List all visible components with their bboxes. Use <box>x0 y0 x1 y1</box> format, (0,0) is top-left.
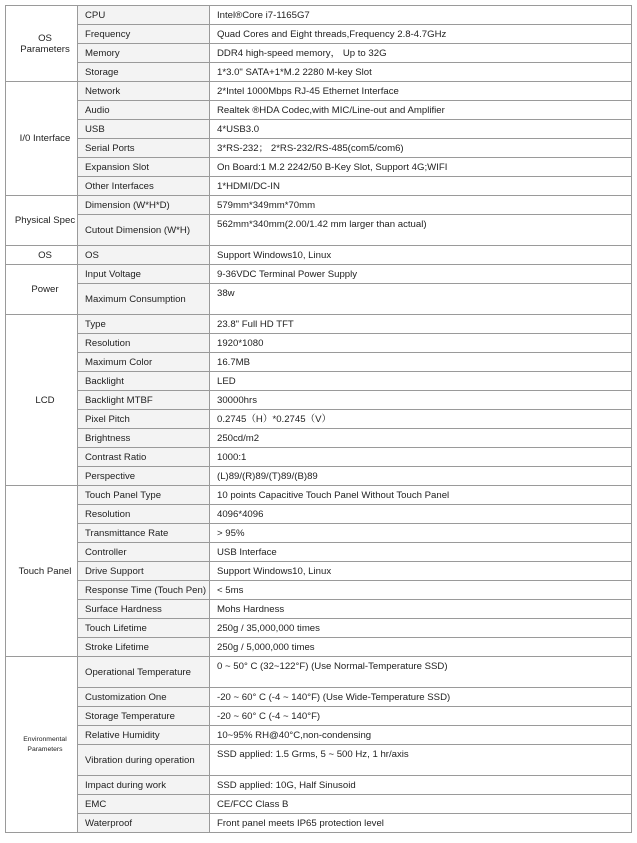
spec-value: 250g / 35,000,000 times <box>210 619 632 638</box>
spec-value: Support Windows10, Linux <box>210 562 632 581</box>
table-row <box>6 562 632 581</box>
spec-key: Contrast Ratio <box>78 448 210 467</box>
spec-key: Transmittance Rate <box>78 524 210 543</box>
spec-key: Brightness <box>78 429 210 448</box>
category-power: Power <box>6 265 78 315</box>
table-row <box>6 707 632 726</box>
category-lcd: LCD <box>6 315 78 486</box>
spec-value: 4*USB3.0 <box>210 120 632 139</box>
spec-value: 4096*4096 <box>210 505 632 524</box>
spec-key: Maximum Consumption <box>78 284 210 315</box>
table-row <box>6 158 632 177</box>
spec-key: OS <box>78 246 210 265</box>
spec-key: Surface Hardness <box>78 600 210 619</box>
table-row <box>6 215 632 246</box>
spec-key: Serial Ports <box>78 139 210 158</box>
spec-key: Expansion Slot <box>78 158 210 177</box>
table-row <box>6 657 632 688</box>
spec-value: Quad Cores and Eight threads,Frequency 2.8-4.7GHz <box>210 25 632 44</box>
spec-value: On Board:1 M.2 2242/50 B-Key Slot, Support 4G;WIFI <box>210 158 632 177</box>
category-physical-spec: Physical Spec <box>6 196 78 246</box>
spec-key: Vibration during operation <box>78 745 210 776</box>
spec-key: Audio <box>78 101 210 120</box>
spec-value: USB Interface <box>210 543 632 562</box>
spec-key: Network <box>78 82 210 101</box>
spec-value: Mohs Hardness <box>210 600 632 619</box>
spec-key: Impact during work <box>78 776 210 795</box>
table-row <box>6 177 632 196</box>
spec-value: SSD applied: 1.5 Grms, 5 ~ 500 Hz, 1 hr/axis <box>210 745 632 776</box>
table-row <box>6 467 632 486</box>
table-row <box>6 82 632 101</box>
table-row <box>6 315 632 334</box>
spec-value: Realtek ®HDA Codec,with MIC/Line-out and Amplifier <box>210 101 632 120</box>
spec-key: Operational Temperature <box>78 657 210 688</box>
spec-value: < 5ms <box>210 581 632 600</box>
table-row <box>6 334 632 353</box>
spec-value: 38w <box>210 284 632 315</box>
table-row <box>6 726 632 745</box>
spec-key: Resolution <box>78 505 210 524</box>
table-row <box>6 543 632 562</box>
spec-value: 0 ~ 50° C (32~122°F) (Use Normal-Temperature SSD) <box>210 657 632 688</box>
spec-value: CE/FCC Class B <box>210 795 632 814</box>
spec-key: Frequency <box>78 25 210 44</box>
table-row <box>6 265 632 284</box>
table-row <box>6 120 632 139</box>
spec-key: Drive Support <box>78 562 210 581</box>
spec-key: Waterproof <box>78 814 210 833</box>
spec-key: Cutout Dimension (W*H) <box>78 215 210 246</box>
table-row <box>6 814 632 833</box>
spec-value: 1*3.0" SATA+1*M.2 2280 M-key Slot <box>210 63 632 82</box>
category-os-parameters: OS Parameters <box>6 6 78 82</box>
spec-value: 9-36VDC Terminal Power Supply <box>210 265 632 284</box>
spec-value: -20 ~ 60° C (-4 ~ 140°F) <box>210 707 632 726</box>
spec-value: 579mm*349mm*70mm <box>210 196 632 215</box>
table-row <box>6 745 632 776</box>
table-row <box>6 6 632 25</box>
table-row <box>6 353 632 372</box>
spec-sheet <box>5 5 632 833</box>
spec-key: Customization One <box>78 688 210 707</box>
spec-key: Stroke Lifetime <box>78 638 210 657</box>
table-row <box>6 638 632 657</box>
spec-value: 10 points Capacitive Touch Panel Without Touch Panel <box>210 486 632 505</box>
spec-key: Storage <box>78 63 210 82</box>
spec-key: Input Voltage <box>78 265 210 284</box>
table-row <box>6 63 632 82</box>
spec-value: SSD applied: 10G, Half Sinusoid <box>210 776 632 795</box>
spec-table <box>5 5 632 833</box>
spec-key: USB <box>78 120 210 139</box>
spec-value: Support Windows10, Linux <box>210 246 632 265</box>
category-os: OS <box>6 246 78 265</box>
spec-key: CPU <box>78 6 210 25</box>
spec-value: 16.7MB <box>210 353 632 372</box>
category-io-interface: I/0 Interface <box>6 82 78 196</box>
spec-value: 1000:1 <box>210 448 632 467</box>
spec-value: 3*RS-232； 2*RS-232/RS-485(com5/com6) <box>210 139 632 158</box>
spec-value: 23.8" Full HD TFT <box>210 315 632 334</box>
spec-key: Touch Lifetime <box>78 619 210 638</box>
spec-value: 0.2745（H）*0.2745（V） <box>210 410 632 429</box>
spec-key: Touch Panel Type <box>78 486 210 505</box>
spec-key: Resolution <box>78 334 210 353</box>
spec-key: Maximum Color <box>78 353 210 372</box>
table-row <box>6 448 632 467</box>
spec-value: > 95% <box>210 524 632 543</box>
table-row <box>6 44 632 63</box>
table-row <box>6 600 632 619</box>
table-row <box>6 581 632 600</box>
spec-key: Backlight <box>78 372 210 391</box>
spec-key: Backlight MTBF <box>78 391 210 410</box>
category-environmental-parameters: Environmental Parameters <box>6 657 78 833</box>
table-row <box>6 795 632 814</box>
spec-value: 250cd/m2 <box>210 429 632 448</box>
spec-key: Pixel Pitch <box>78 410 210 429</box>
spec-value: 10~95% RH@40°C,non-condensing <box>210 726 632 745</box>
spec-key: Relative Humidity <box>78 726 210 745</box>
table-row <box>6 196 632 215</box>
spec-value: 2*Intel 1000Mbps RJ-45 Ethernet Interface <box>210 82 632 101</box>
spec-key: Other Interfaces <box>78 177 210 196</box>
spec-value: 1920*1080 <box>210 334 632 353</box>
spec-key: Dimension (W*H*D) <box>78 196 210 215</box>
spec-value: Front panel meets IP65 protection level <box>210 814 632 833</box>
table-row <box>6 284 632 315</box>
spec-value: DDR4 high-speed memory， Up to 32G <box>210 44 632 63</box>
table-row <box>6 410 632 429</box>
table-row <box>6 139 632 158</box>
table-row <box>6 619 632 638</box>
spec-value: LED <box>210 372 632 391</box>
table-row <box>6 101 632 120</box>
spec-key: Perspective <box>78 467 210 486</box>
table-row <box>6 776 632 795</box>
spec-value: 250g / 5,000,000 times <box>210 638 632 657</box>
table-row <box>6 391 632 410</box>
spec-value: -20 ~ 60° C (-4 ~ 140°F) (Use Wide-Temperature SSD) <box>210 688 632 707</box>
spec-value: 562mm*340mm(2.00/1.42 mm larger than actual) <box>210 215 632 246</box>
spec-value: 1*HDMI/DC-IN <box>210 177 632 196</box>
table-row <box>6 25 632 44</box>
table-row <box>6 505 632 524</box>
spec-value: 30000hrs <box>210 391 632 410</box>
spec-value: (L)89/(R)89/(T)89/(B)89 <box>210 467 632 486</box>
table-row <box>6 372 632 391</box>
table-row <box>6 524 632 543</box>
spec-key: Storage Temperature <box>78 707 210 726</box>
table-row <box>6 246 632 265</box>
spec-key: Response Time (Touch Pen) <box>78 581 210 600</box>
spec-key: EMC <box>78 795 210 814</box>
table-row <box>6 688 632 707</box>
table-row <box>6 429 632 448</box>
table-row <box>6 486 632 505</box>
spec-value: Intel®Core i7-1165G7 <box>210 6 632 25</box>
spec-key: Type <box>78 315 210 334</box>
category-touch-panel: Touch Panel <box>6 486 78 657</box>
spec-key: Memory <box>78 44 210 63</box>
spec-key: Controller <box>78 543 210 562</box>
